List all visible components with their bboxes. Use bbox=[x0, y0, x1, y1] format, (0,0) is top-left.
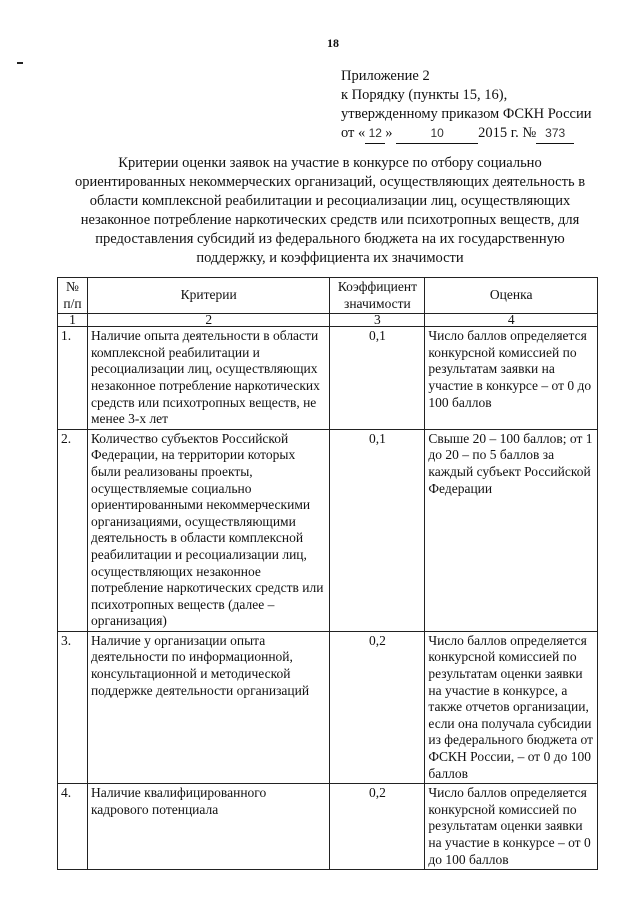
col-number: 1 bbox=[58, 314, 88, 327]
row-coef: 0,1 bbox=[330, 429, 425, 631]
row-score: Свыше 20 – 100 баллов; от 1 до 20 – по 5 баллов за каждый субъект Российской Федерации bbox=[425, 429, 598, 631]
date-year: 2015 г. № bbox=[478, 125, 537, 141]
page-number: 18 bbox=[327, 36, 339, 50]
row-criterion: Наличие у организации опыта деятельности по информационной, консультационной и методической поддержке деятельности организаций bbox=[87, 631, 329, 783]
row-criterion: Наличие квалифицированного кадрового потенциала bbox=[87, 784, 329, 870]
appendix-line: Приложение 2 bbox=[341, 68, 430, 84]
col-number: 4 bbox=[425, 314, 598, 327]
header-coef: Коэффициент значимости bbox=[330, 278, 425, 314]
row-number: 3. bbox=[58, 631, 88, 783]
row-number: 4. bbox=[58, 784, 88, 870]
col-number: 3 bbox=[330, 314, 425, 327]
appendix-line: к Порядку (пункты 15, 16), bbox=[341, 87, 508, 103]
criteria-table bbox=[57, 277, 598, 870]
row-criterion: Количество субъектов Российской Федерации, на территории которых были реализованы проекты, осуществляемые социально ориентированными некоммерческими организациями, осуществляющими деятельность в области комплексной реабилитации и ресоциализации лиц, осуществляющих незаконное потребление наркотических средств или психотропных веществ (далее – организация) bbox=[87, 429, 329, 631]
appendix-date bbox=[341, 124, 591, 144]
row-score: Число баллов определяется конкурсной комиссией по результатам оценки заявки на участие в конкурсе, а также отчетов организации, если она получала субсидии из федерального бюджета от ФСКН России, – от 0 до 100 баллов bbox=[425, 631, 598, 783]
header-score: Оценка bbox=[425, 278, 598, 314]
date-month: 10 bbox=[396, 124, 478, 144]
table-row bbox=[58, 631, 598, 783]
date-day: 12 bbox=[365, 124, 385, 144]
order-number: 373 bbox=[536, 124, 574, 144]
header-number: № п/п bbox=[58, 278, 88, 314]
table-row bbox=[58, 429, 598, 631]
appendix-header bbox=[341, 67, 591, 144]
date-prefix: от « bbox=[341, 125, 366, 141]
row-score: Число баллов определяется конкурсной комиссией по результатам оценки заявки на участие в конкурсе – от 0 до 100 баллов bbox=[425, 784, 598, 870]
header-criteria: Критерии bbox=[87, 278, 329, 314]
row-number: 1. bbox=[58, 327, 88, 430]
header-row bbox=[58, 278, 598, 314]
date-mid: » bbox=[385, 125, 393, 141]
row-criterion: Наличие опыта деятельности в области комплексной реабилитации и ресоциализации лиц, осуществляющих незаконное потребление наркотических средств или психотропных веществ, не менее 3-х лет bbox=[87, 327, 329, 430]
table-row bbox=[58, 784, 598, 870]
col-number: 2 bbox=[87, 314, 329, 327]
row-coef: 0,2 bbox=[330, 784, 425, 870]
row-number: 2. bbox=[58, 429, 88, 631]
row-coef: 0,2 bbox=[330, 631, 425, 783]
appendix-line: утвержденному приказом ФСКН России bbox=[341, 106, 592, 122]
row-score: Число баллов определяется конкурсной комиссией по результатам заявки на участие в конкурсе – от 0 до 100 баллов bbox=[425, 327, 598, 430]
row-coef: 0,1 bbox=[330, 327, 425, 430]
column-number-row bbox=[58, 314, 598, 327]
document-title: Критерии оценки заявок на участие в конкурсе по отбору социально ориентированных некоммерческих организаций, осуществляющих деятельность в области комплексной реабилитации и ресоциализации лиц, осуществляющих незаконное потребление наркотических средств или психотропных веществ, для предоставления субсидий из федерального бюджета на их государственную поддержку, и коэффициента их значимости bbox=[74, 155, 586, 266]
table-row bbox=[58, 327, 598, 430]
margin-mark bbox=[17, 62, 23, 64]
